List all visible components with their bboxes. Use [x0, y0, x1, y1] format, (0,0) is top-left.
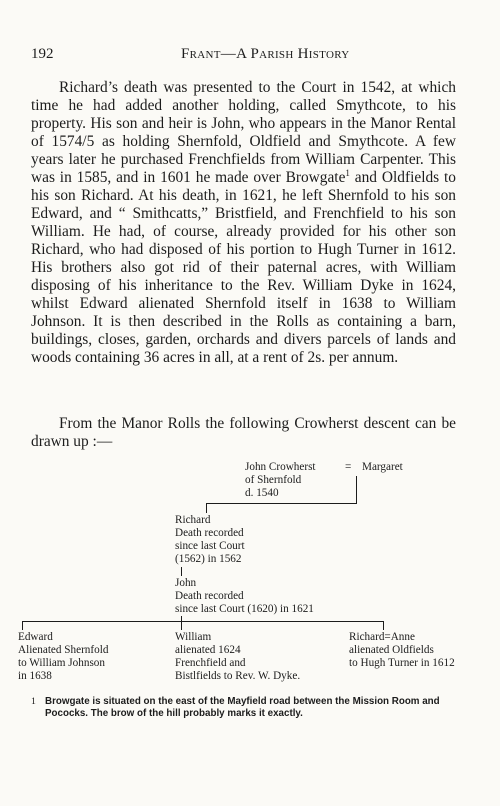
tree-node-john-crowherst — [245, 461, 316, 500]
tree-node-line: in 1638 — [18, 670, 52, 682]
paragraph-text: From the Manor Rolls the following Crowherst descent can be drawn up :— — [31, 415, 456, 450]
tree-line — [206, 503, 207, 513]
tree-node-name: Edward — [18, 631, 53, 643]
tree-node-edward — [18, 631, 108, 683]
tree-node-name: William — [175, 631, 212, 643]
tree-node-john — [175, 577, 314, 616]
tree-node-name: John — [175, 577, 197, 589]
tree-node-line: since last Court (1620) in 1621 — [175, 603, 314, 615]
page-number: 192 — [31, 46, 54, 62]
tree-node-richard-anne — [349, 631, 455, 670]
tree-line — [181, 567, 182, 576]
paragraph-text: and Oldfields to his son Richard. At his death, in 1621, he left Shernfold to his son Edward, and “ Smithcatts,” Bristfield, and Frenchfield to his son William. He had, of course, already provided for his other son Richard, who had disposed of his portion to Hugh Turner in 1612. His brothers also got rid of their paternal acres, with William disposing of his inheritance to the Rev. William Dyke in 1624, whilst Edward alienated Shernfold itself in 1638 to William Johnson. It is then described in the Rolls as containing a barn, buildings, closes, garden, orchards and divers parcels of lands and woods containing 36 acres in all, at a rent of 2s. per annum. — [31, 169, 456, 366]
body-paragraph-1 — [31, 79, 456, 367]
tree-line — [383, 621, 384, 630]
footnote-text: Browgate is situated on the east of the Mayfield road between the Mission Room and Pococks. The brow of the hill probably marks it exactly. — [45, 696, 440, 719]
paragraph-text: Richard’s death was presented to the Court in 1542, at which time he had added another holding, called Smythcote, to his property. His son and heir is John, who appears in the Manor Rental of 1574/5 as holding Shernfold, Oldfield and Smythcote. A few years later he purchased Frenchfields from William Carpenter. This was in 1585, and in 1601 he made over Browgate — [31, 79, 456, 186]
tree-node-line: Bistlfields to Rev. W. Dyke. — [175, 670, 301, 682]
tree-node-line: Death recorded — [175, 527, 244, 539]
tree-node-william — [175, 631, 300, 683]
tree-line — [22, 621, 384, 622]
tree-node-line: Frenchfield and — [175, 657, 246, 669]
tree-node-line: alienated Oldfields — [349, 644, 434, 656]
running-title: Frant—A Parish History — [181, 46, 350, 62]
tree-node-richard — [175, 514, 245, 566]
tree-node-name: Richard — [175, 514, 211, 526]
family-tree — [0, 455, 500, 695]
tree-line — [356, 476, 357, 504]
tree-line — [22, 621, 23, 630]
tree-node-line: since last Court — [175, 540, 245, 552]
tree-node-line: (1562) in 1562 — [175, 553, 242, 565]
page-header — [31, 46, 460, 66]
tree-node-line: of Shernfold — [245, 474, 302, 486]
tree-line — [181, 621, 182, 630]
tree-node-line: to Hugh Turner in 1612 — [349, 657, 455, 669]
tree-node-line: Alienated Shernfold — [18, 644, 109, 656]
tree-node-name: Richard=Anne — [349, 631, 415, 643]
footnote-reference: 1 — [345, 167, 350, 178]
tree-node-line: Death recorded — [175, 590, 244, 602]
body-paragraph-2 — [31, 415, 456, 451]
tree-line — [206, 503, 357, 504]
marriage-sign: = — [345, 461, 352, 473]
tree-node-margaret: Margaret — [362, 461, 403, 473]
tree-node-line: alienated 1624 — [175, 644, 241, 656]
tree-node-line: to William Johnson — [18, 657, 105, 669]
footnote-number: 1 — [31, 696, 36, 707]
tree-node-name: John Crowherst — [245, 461, 316, 473]
tree-node-line: d. 1540 — [245, 487, 279, 499]
